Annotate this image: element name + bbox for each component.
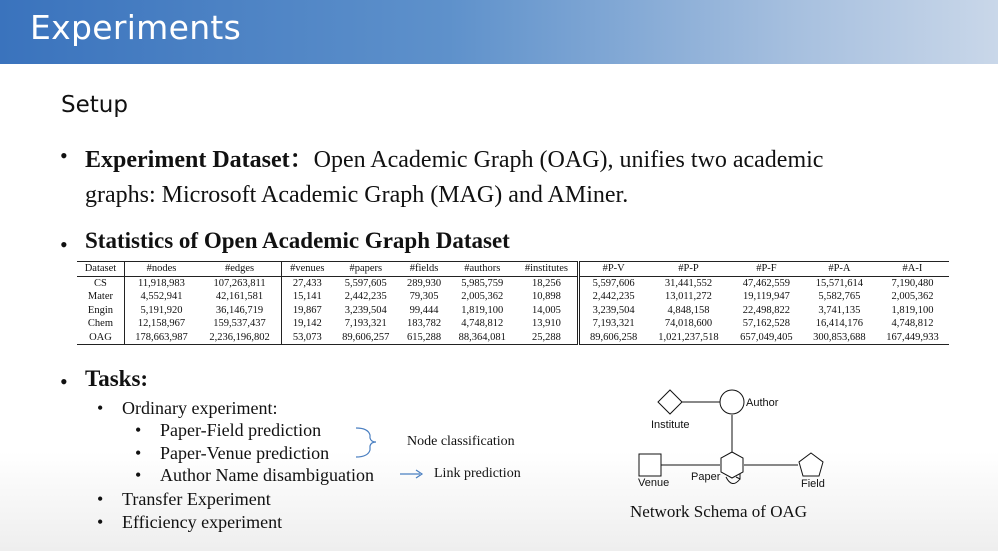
stats-title: Statistics of Open Academic Graph Dataset xyxy=(85,228,510,253)
table-header-cell: #P-P xyxy=(647,262,730,277)
table-cell: 1,021,237,518 xyxy=(647,331,730,345)
table-header-cell: #venues xyxy=(282,262,333,277)
table-header-cell: #P-V xyxy=(579,262,647,277)
table-cell: 159,537,437 xyxy=(198,317,281,331)
paper-label: Paper xyxy=(691,471,721,483)
table-cell: 13,910 xyxy=(516,317,579,331)
task-annotations xyxy=(354,426,394,486)
table-cell: 7,190,480 xyxy=(891,277,934,289)
table-cell: 12,158,967 xyxy=(137,318,186,329)
table-cell: 25,288 xyxy=(516,331,579,345)
table-cell: 178,663,987 xyxy=(124,331,198,345)
table-cell: 19,142 xyxy=(292,318,322,329)
table-cell: Engin xyxy=(77,304,124,318)
table-cell: 5,582,765 xyxy=(818,291,861,302)
bullet-dataset: • xyxy=(60,143,68,168)
table-cell: 13,011,272 xyxy=(665,291,712,302)
schema-caption: Network Schema of OAG xyxy=(630,502,808,521)
institute-label: Institute xyxy=(651,419,690,431)
table-cell: 53,073 xyxy=(282,331,333,345)
table-cell: 15,141 xyxy=(292,291,322,302)
table-row xyxy=(77,304,949,318)
table-header-cell: #P-A xyxy=(803,262,876,277)
statistics-table xyxy=(77,261,949,345)
table-header-cell: #P-F xyxy=(730,262,803,277)
slide-title: Experiments xyxy=(30,8,242,47)
table-cell: 47,462,559 xyxy=(742,277,791,289)
table-cell: 89,606,257 xyxy=(333,331,399,345)
sub-bullet: • xyxy=(135,420,142,440)
table-cell: 4,552,941 xyxy=(140,291,183,302)
table-cell: 2,005,362 xyxy=(461,291,504,302)
field-node-icon xyxy=(799,453,823,476)
table-cell: 42,161,581 xyxy=(198,290,281,304)
table-header-cell: #edges xyxy=(198,262,281,277)
table-cell: 657,049,405 xyxy=(730,331,803,345)
table-cell: 19,867 xyxy=(292,304,322,316)
sub-bullet: • xyxy=(97,398,104,418)
table-cell: 107,263,811 xyxy=(198,276,281,290)
author-node-icon xyxy=(720,390,744,414)
table-cell: OAG xyxy=(77,331,124,345)
task-author-name: Author Name disambiguation xyxy=(160,465,374,485)
task-paper-field: Paper-Field prediction xyxy=(160,420,322,440)
bullet-stats: • xyxy=(60,232,68,257)
bullet-tasks: • xyxy=(60,369,68,394)
table-row xyxy=(77,290,949,304)
dataset-text-2: graphs: Microsoft Academic Graph (MAG) and AMiner. xyxy=(85,182,629,208)
transfer-experiment: Transfer Experiment xyxy=(122,489,271,509)
table-cell: 10,898 xyxy=(516,290,579,304)
table-cell: 15,571,614 xyxy=(815,277,864,289)
table-cell: 57,162,528 xyxy=(742,318,791,329)
table-cell: 5,985,759 xyxy=(461,277,504,289)
table-cell: 615,288 xyxy=(399,331,449,345)
table-cell: 22,498,822 xyxy=(742,304,791,316)
dataset-line-1 xyxy=(85,139,823,174)
author-label: Author xyxy=(746,397,779,409)
table-cell: 167,449,933 xyxy=(876,331,949,345)
table-cell: 74,018,600 xyxy=(664,318,713,329)
node-classification-label: Node classification xyxy=(407,434,515,449)
table-cell: 3,741,135 xyxy=(818,304,861,316)
table-cell: 183,782 xyxy=(406,318,442,329)
tasks-label: Tasks: xyxy=(85,366,149,391)
institute-node-icon xyxy=(658,390,682,414)
table-cell: 4,848,158 xyxy=(667,304,710,316)
dataset-label: Experiment Dataset xyxy=(85,147,290,173)
task-paper-venue: Paper-Venue prediction xyxy=(160,443,330,463)
table-cell: 99,444 xyxy=(409,304,439,316)
table-cell: 88,364,081 xyxy=(449,331,515,345)
dataset-colon: ： xyxy=(289,147,314,173)
table-cell: 36,146,719 xyxy=(198,304,281,318)
network-schema-diagram xyxy=(620,385,850,495)
table-cell: 89,606,258 xyxy=(579,331,647,345)
table-cell: 14,005 xyxy=(516,304,579,318)
brace-icon xyxy=(356,428,376,457)
table-cell: 18,256 xyxy=(516,276,579,290)
table-cell: 5,597,606 xyxy=(592,277,635,289)
table-cell: 2,236,196,802 xyxy=(198,331,281,345)
venue-node-icon xyxy=(639,454,661,476)
table-header-cell: #nodes xyxy=(124,262,198,277)
table-cell: 5,597,605 xyxy=(344,277,387,289)
table-cell: 7,193,321 xyxy=(344,318,387,329)
sub-bullet: • xyxy=(135,465,142,485)
table-cell: Mater xyxy=(77,290,124,304)
sub-bullet: • xyxy=(135,443,142,463)
table-cell: 5,191,920 xyxy=(140,304,183,316)
table-cell: 11,918,983 xyxy=(138,277,185,289)
table-header-cell: #fields xyxy=(399,262,449,277)
sub-bullet: • xyxy=(97,512,104,532)
table-cell: 2,442,235 xyxy=(344,291,387,302)
dataset-text-1: Open Academic Graph (OAG), unifies two academic xyxy=(313,147,824,173)
efficiency-experiment: Efficiency experiment xyxy=(122,512,283,532)
table-cell: 2,005,362 xyxy=(891,291,934,302)
table-row xyxy=(77,276,949,290)
title-bar xyxy=(0,0,998,64)
link-prediction-label: Link prediction xyxy=(434,466,521,481)
table-cell: 4,748,812 xyxy=(461,318,504,329)
table-cell: 16,414,176 xyxy=(815,318,864,329)
table-cell: 3,239,504 xyxy=(344,304,387,316)
field-label: Field xyxy=(801,478,825,490)
table-cell: 3,239,504 xyxy=(592,304,635,316)
table-header-cell: #institutes xyxy=(516,262,579,277)
table-cell: 19,119,947 xyxy=(742,291,790,302)
table-cell: CS xyxy=(77,276,124,290)
setup-heading: Setup xyxy=(61,92,128,118)
table-row xyxy=(77,331,949,345)
table-cell: 27,433 xyxy=(292,277,322,289)
table-cell: 4,748,812 xyxy=(891,318,934,329)
table-header-row xyxy=(77,262,949,277)
table-cell: 7,193,321 xyxy=(592,318,635,329)
table-cell: 289,930 xyxy=(406,277,442,289)
table-cell: 1,819,100 xyxy=(891,304,934,316)
table-cell: 31,441,552 xyxy=(664,277,713,289)
table-cell: Chem xyxy=(77,317,124,331)
venue-label: Venue xyxy=(638,477,670,489)
table-header-cell: Dataset xyxy=(77,262,124,277)
table-cell: 1,819,100 xyxy=(461,304,504,316)
ordinary-experiment: Ordinary experiment: xyxy=(122,398,278,418)
table-header-cell: #A-I xyxy=(876,262,949,277)
table-cell: 2,442,235 xyxy=(592,291,635,302)
table-cell: 79,305 xyxy=(409,291,439,302)
sub-bullet: • xyxy=(97,489,104,509)
table-cell: 300,853,688 xyxy=(803,331,876,345)
table-header-cell: #papers xyxy=(333,262,399,277)
table-header-cell: #authors xyxy=(449,262,515,277)
table-row xyxy=(77,317,949,331)
